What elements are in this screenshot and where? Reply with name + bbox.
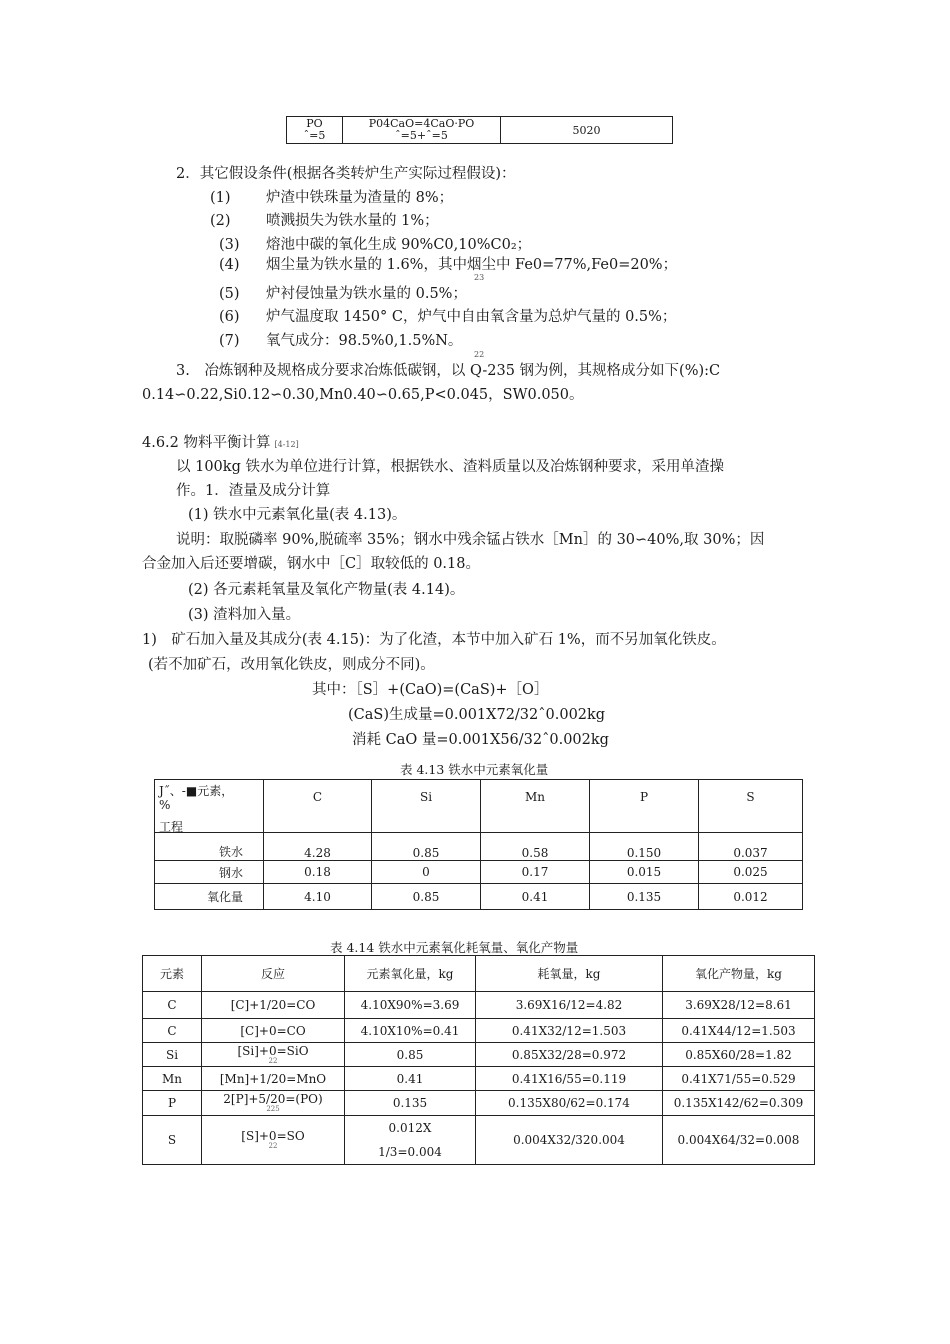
table-cell: S bbox=[143, 1116, 202, 1165]
table-row bbox=[143, 1043, 815, 1067]
cell-text: P04CaO=4CaO·PO bbox=[368, 117, 475, 130]
table-cell: 0 bbox=[372, 861, 481, 884]
table-4-14 bbox=[142, 955, 815, 1165]
cell-text: ˆ=5+ˆ=5 bbox=[395, 129, 448, 142]
page-marker: 22 bbox=[474, 350, 485, 359]
steel-spec-line: 3. 冶炼钢种及规格成分要求冶炼低碳钢，以 Q-235 钢为例，其规格成分如下(%):C bbox=[176, 363, 721, 379]
list-item: 炉衬侵蚀量为铁水量的 0.5%； bbox=[266, 286, 467, 302]
list-item-num: (7) bbox=[219, 333, 240, 349]
table-cell: Mn bbox=[143, 1067, 202, 1091]
table-caption: 表 4.13 铁水中元素氧化量 bbox=[400, 762, 549, 777]
table-cell: 0.85 bbox=[372, 884, 481, 910]
top-table-cell bbox=[343, 117, 501, 144]
section-ref: [4-12] bbox=[274, 440, 299, 449]
page-marker: 23 bbox=[474, 273, 485, 282]
table-caption: 表 4.14 铁水中元素氧化耗氧量、氧化产物量 bbox=[330, 940, 579, 955]
table-cell: 4.28 bbox=[264, 833, 372, 861]
table-cell: 0.004X64/32=0.008 bbox=[663, 1116, 815, 1165]
table-cell: 0.41X44/12=1.503 bbox=[663, 1019, 815, 1043]
table-cell: 0.17 bbox=[481, 861, 590, 884]
list-item-num: (1) bbox=[210, 190, 231, 206]
table-4-13 bbox=[154, 779, 803, 910]
table-cell: 0.012 bbox=[699, 884, 803, 910]
steel-spec-line: 0.14∽0.22,Si0.12∽0.30,Mn0.40∽0.65,P<0.045，SW0.050。 bbox=[142, 387, 584, 403]
list-item: 烟尘量为铁水量的 1.6%，其中烟尘中 Fe0=77%,Fe0=20%； bbox=[266, 257, 678, 273]
table-cell: 0.41X16/55=0.119 bbox=[476, 1067, 663, 1091]
column-header: S bbox=[699, 780, 803, 833]
table-cell: 0.037 bbox=[699, 833, 803, 861]
table-cell bbox=[202, 1091, 345, 1116]
table-cell: 4.10 bbox=[264, 884, 372, 910]
table-cell: 0.85X60/28=1.82 bbox=[663, 1043, 815, 1067]
paragraph: 以 100kg 铁水为单位进行计算，根据铁水、渣料质量以及冶炼钢种要求，采用单渣操 bbox=[176, 459, 724, 475]
corner-label: % bbox=[159, 798, 171, 812]
reaction-subscript: 22 bbox=[268, 1056, 278, 1065]
table-cell bbox=[202, 1116, 345, 1165]
table-cell: [Mn]+1/20=MnO bbox=[202, 1067, 345, 1091]
paragraph: 合金加入后还要增碳，钢水中［C］取较低的 0.18。 bbox=[142, 556, 480, 572]
column-header: 反应 bbox=[202, 956, 345, 992]
table-row bbox=[143, 1019, 815, 1043]
table-cell bbox=[202, 1043, 345, 1067]
paragraph: 说明：取脱磷率 90%,脱硫率 35%；钢水中残余锰占铁水［Mn］的 30∽40%,取 30%；因 bbox=[176, 532, 765, 548]
cell-text: ˆ=5 bbox=[303, 129, 326, 142]
list-item: 炉渣中铁珠量为渣量的 8%； bbox=[266, 190, 454, 206]
table-cell: 0.025 bbox=[699, 861, 803, 884]
assumptions-heading: 2．其它假设条件(根据各类转炉生产实际过程假设)： bbox=[176, 166, 516, 182]
cell-text: PO bbox=[306, 117, 323, 130]
table-cell: 0.135X80/62=0.174 bbox=[476, 1091, 663, 1116]
column-header: 氧化产物量，kg bbox=[663, 956, 815, 992]
table-cell: 0.135 bbox=[590, 884, 699, 910]
table-cell: 0.41X32/12=1.503 bbox=[476, 1019, 663, 1043]
table-cell: 0.015 bbox=[590, 861, 699, 884]
reaction-subscript: 225 bbox=[266, 1105, 280, 1113]
list-item-num: (5) bbox=[219, 286, 240, 302]
row-label: 钢水 bbox=[155, 861, 264, 884]
table-cell bbox=[345, 1116, 476, 1165]
table-row bbox=[155, 884, 803, 910]
cell-text: 1/3=0.004 bbox=[378, 1145, 442, 1159]
list-item-num: (4) bbox=[219, 257, 240, 273]
table-row bbox=[155, 833, 803, 861]
table-cell: [C]+1/20=CO bbox=[202, 992, 345, 1019]
column-header: Mn bbox=[481, 780, 590, 833]
section-title-text: 4.6.2 物料平衡计算 bbox=[142, 435, 271, 451]
paragraph: (1) 铁水中元素氧化量(表 4.13)。 bbox=[188, 507, 407, 523]
list-item: 喷溅损失为铁水量的 1%； bbox=[266, 213, 439, 229]
reaction-text: [S]+0=SO bbox=[241, 1129, 305, 1143]
column-header: 元素 bbox=[143, 956, 202, 992]
table-cell: 0.85 bbox=[372, 833, 481, 861]
table-cell: P bbox=[143, 1091, 202, 1116]
table-cell: 0.41X71/55=0.529 bbox=[663, 1067, 815, 1091]
equation: 消耗 CaO 量=0.001X56/32ˆ0.002kg bbox=[352, 732, 609, 748]
table-cell: [C]+0=CO bbox=[202, 1019, 345, 1043]
table-cell: 0.135X142/62=0.309 bbox=[663, 1091, 815, 1116]
column-header: Si bbox=[372, 780, 481, 833]
list-item-num: (6) bbox=[219, 309, 240, 325]
corner-label: J˝、-■元素， bbox=[159, 784, 234, 798]
table-cell: 0.004X32/320.004 bbox=[476, 1116, 663, 1165]
table-corner-cell bbox=[155, 780, 264, 833]
section-title bbox=[142, 433, 299, 455]
table-cell: 0.135 bbox=[345, 1091, 476, 1116]
equation: 其中：［S］+(CaO)=(CaS)+［O］ bbox=[312, 682, 549, 698]
table-row bbox=[155, 861, 803, 884]
paragraph: 1) 矿石加入量及其成分(表 4.15)：为了化渣，本节中加入矿石 1%，而不另加氧化铁皮。 bbox=[142, 632, 726, 648]
table-cell: C bbox=[143, 992, 202, 1019]
paragraph: (若不加矿石，改用氧化铁皮，则成分不同)。 bbox=[148, 657, 435, 673]
cell-text: 0.012X bbox=[388, 1121, 432, 1135]
reaction-text: 2[P]+5/20=(PO) bbox=[223, 1092, 323, 1106]
top-table bbox=[286, 116, 673, 144]
column-header: P bbox=[590, 780, 699, 833]
table-row bbox=[143, 1067, 815, 1091]
table-cell: 4.10X10%=0.41 bbox=[345, 1019, 476, 1043]
paragraph: (2) 各元素耗氧量及氧化产物量(表 4.14)。 bbox=[188, 582, 465, 598]
list-item-num: (2) bbox=[210, 213, 231, 229]
list-item: 氧气成分：98.5%0,1.5%N。 bbox=[266, 333, 463, 349]
column-header: C bbox=[264, 780, 372, 833]
paragraph: (3) 渣料加入量。 bbox=[188, 607, 301, 623]
reaction-subscript: 22 bbox=[268, 1142, 278, 1150]
table-cell: 0.18 bbox=[264, 861, 372, 884]
table-row bbox=[143, 1091, 815, 1116]
column-header: 耗氧量，kg bbox=[476, 956, 663, 992]
table-cell: Si bbox=[143, 1043, 202, 1067]
table-row bbox=[143, 1116, 815, 1165]
row-label: 氧化量 bbox=[155, 884, 264, 910]
list-item-num: (3) bbox=[219, 237, 240, 253]
row-label: 铁水 bbox=[155, 833, 264, 861]
table-cell: 0.150 bbox=[590, 833, 699, 861]
list-item: 熔池中碳的氧化生成 90%C0,10%C0₂； bbox=[266, 237, 532, 253]
list-item: 炉气温度取 1450° C，炉气中自由氧含量为总炉气量的 0.5%； bbox=[266, 309, 677, 325]
table-cell: 3.69X16/12=4.82 bbox=[476, 992, 663, 1019]
table-cell: C bbox=[143, 1019, 202, 1043]
table-row bbox=[143, 992, 815, 1019]
table-cell: 4.10X90%=3.69 bbox=[345, 992, 476, 1019]
table-cell: 0.85X32/28=0.972 bbox=[476, 1043, 663, 1067]
equation: (CaS)生成量=0.001X72/32ˆ0.002kg bbox=[348, 707, 606, 723]
table-cell: 0.41 bbox=[345, 1067, 476, 1091]
corner-label: 工程 bbox=[159, 820, 184, 834]
top-table-cell: 5020 bbox=[501, 117, 673, 144]
table-cell: 0.41 bbox=[481, 884, 590, 910]
column-header: 元素氧化量，kg bbox=[345, 956, 476, 992]
table-cell: 0.85 bbox=[345, 1043, 476, 1067]
table-cell: 0.58 bbox=[481, 833, 590, 861]
reaction-text: [Si]+0=SiO bbox=[237, 1043, 309, 1058]
table-cell: 3.69X28/12=8.61 bbox=[663, 992, 815, 1019]
paragraph: 作。1．渣量及成分计算 bbox=[176, 483, 331, 499]
top-table-cell bbox=[287, 117, 343, 144]
